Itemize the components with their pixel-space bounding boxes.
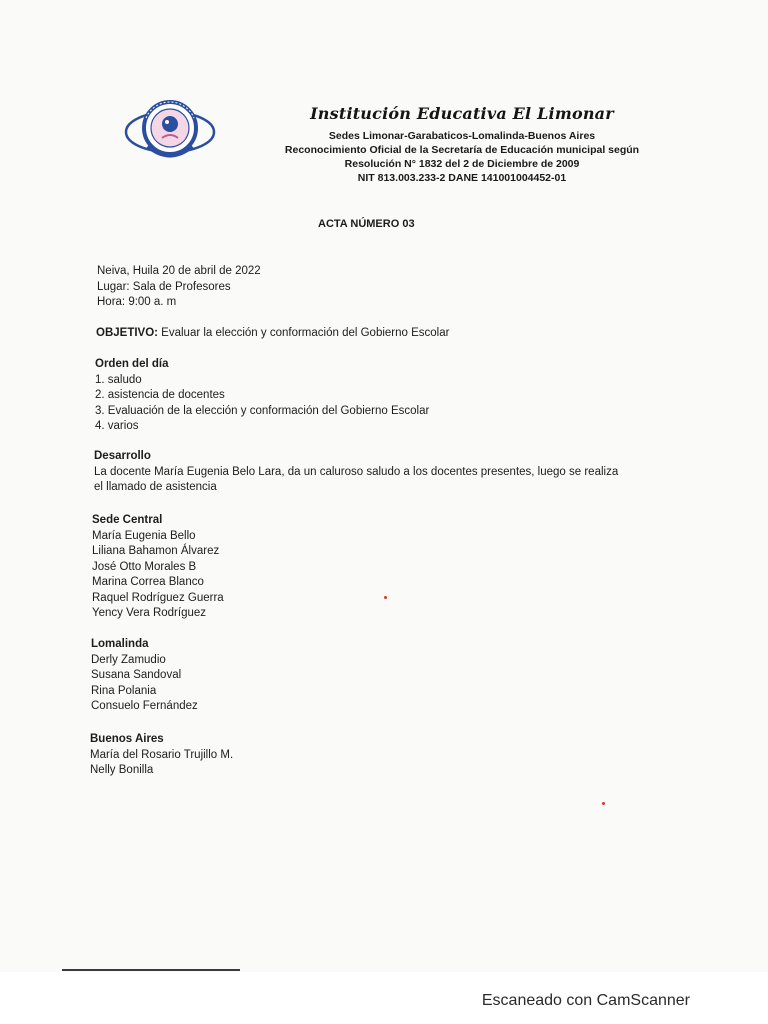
meeting-info — [97, 264, 261, 311]
page-bottom-rule — [62, 969, 240, 971]
attendee: Nelly Bonilla — [90, 764, 154, 776]
meeting-place: Lugar: Sala de Profesores — [97, 280, 231, 293]
attendance-buenos-aires — [90, 732, 233, 779]
agenda-item: 1. saludo — [95, 373, 142, 386]
attendee: Marina Correa Blanco — [92, 576, 204, 588]
acta-title: ACTA NÚMERO 03 — [318, 218, 415, 230]
attendee: Raquel Rodríguez Guerra — [92, 591, 224, 604]
attendance-lomalinda — [91, 637, 198, 715]
attendee: Susana Sandoval — [91, 669, 182, 681]
scan-speck — [602, 802, 605, 805]
attendee: Liliana Bahamon Álvarez — [92, 545, 220, 557]
attendee: María Eugenia Bello — [92, 529, 196, 542]
development-text-line-1: La docente María Eugenia Belo Lara, da un caluroso saludo a los docentes presentes, luego se realiza — [94, 465, 619, 478]
objective — [96, 326, 449, 342]
sede-heading: Lomalinda — [91, 638, 149, 650]
agenda-heading: Orden del día — [95, 358, 169, 370]
institution-name: Institución Educativa El Limonar — [310, 104, 614, 123]
attendee: Derly Zamudio — [91, 653, 166, 666]
meeting-time: Hora: 9:00 a. m — [97, 296, 177, 308]
letterhead-line-reconocimiento: Reconocimiento Oficial de la Secretaría de Educación municipal según — [284, 144, 640, 156]
agenda-item: 4. varios — [95, 420, 139, 432]
attendee: María del Rosario Trujillo M. — [90, 748, 234, 761]
camscanner-watermark: Escaneado con CamScanner — [481, 992, 690, 1009]
agenda-item: 2. asistencia de docentes — [95, 389, 225, 401]
scan-speck — [384, 596, 387, 599]
attendee: Consuelo Fernández — [91, 700, 198, 712]
objective-label: OBJETIVO: — [96, 327, 158, 339]
attendance-sede-central — [92, 513, 224, 622]
attendee: Yency Vera Rodríguez — [92, 607, 207, 619]
development-heading: Desarrollo — [94, 450, 151, 462]
sede-heading: Buenos Aires — [90, 733, 164, 745]
institution-logo — [124, 94, 216, 170]
letterhead-line-sedes: Sedes Limonar-Garabaticos-Lomalinda-Buenos Aires — [328, 130, 596, 142]
letterhead-line-resolucion: Resolución N° 1832 del 2 de Diciembre de 2009 — [344, 158, 580, 170]
objective-text: Evaluar la elección y conformación del Gobierno Escolar — [157, 327, 450, 339]
attendee: José Otto Morales B — [92, 560, 197, 573]
attendee: Rina Polania — [91, 684, 157, 697]
sede-heading: Sede Central — [92, 514, 163, 526]
agenda — [95, 357, 429, 435]
development-section — [94, 449, 618, 496]
development-text-line-2: el llamado de asistencia — [94, 481, 217, 493]
letterhead-line-nit: NIT 813.003.233-2 DANE 141001004452-01 — [357, 172, 567, 184]
agenda-item: 3. Evaluación de la elección y conformación del Gobierno Escolar — [95, 404, 430, 417]
letterhead — [276, 104, 648, 185]
place-date: Neiva, Huila 20 de abril de 2022 — [97, 265, 261, 277]
